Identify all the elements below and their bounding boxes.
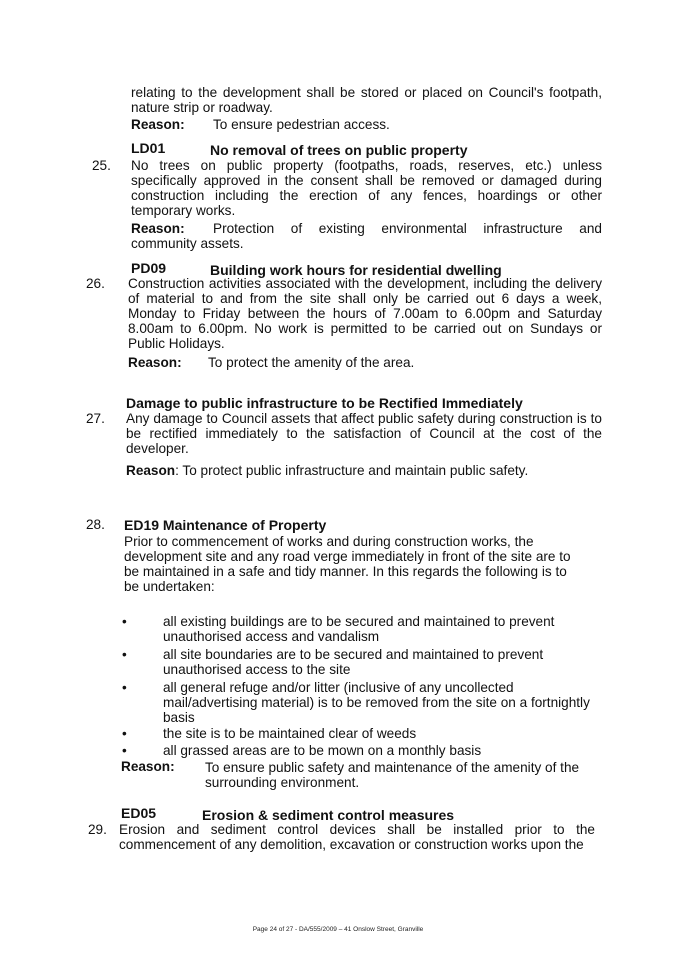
condition-text: Construction activities associated with the development, including the delivery of material to and from the site shall only be carried out 6 days a week, Monday to Friday between the hours of 7.00am to 6.00pm and Saturday 8.00am to 6.00pm. No work is permitted to be carried out on Sundays or Public Holidays. [128,276,602,351]
condition-reason [128,355,602,370]
reason-label: Reason: [131,117,185,132]
bullet-marker: • [122,647,127,662]
condition-title: Building work hours for residential dwelling [210,262,502,278]
condition-title: ED19 Maintenance of Property [124,517,327,533]
condition-number: 27. [86,411,105,426]
intro-reason [131,117,602,132]
page-footer: Page 24 of 27 - DA/555/2009 – 41 Onslow Street, Granville [252,926,424,933]
condition-code: PD09 [131,260,167,276]
bullet-item: all grassed areas are to be mown on a monthly basis [163,743,482,758]
condition-reason [131,221,602,251]
reason-text: To ensure pedestrian access. [213,117,390,132]
bullet-item: the site is to be maintained clear of weeds [163,726,417,741]
reason-text: To protect the amenity of the area. [208,355,415,370]
bullet-item: all existing buildings are to be secured and maintained to prevent unauthorised access and vandalism [163,614,555,644]
condition-number: 26. [86,276,105,291]
bullet-marker: • [122,614,127,629]
reason-label: Reason: [131,221,185,236]
condition-text: No trees on public property (footpaths, roads, reserves, etc.) unless specifically approved in the consent shall be removed or damaged during construction including the erection of any fences, hoardings or other temporary works. [131,158,602,218]
bullet-marker: • [122,680,127,695]
condition-text: Prior to commencement of works and during construction works, the development site and any road verge immediately in front of the site are to be maintained in a safe and tidy manner. In this regards the following is to be undertaken: [124,534,571,594]
bullet-marker: • [122,726,127,741]
condition-title: No removal of trees on public property [210,142,468,158]
condition-title: Damage to public infrastructure to be Rectified Immediately [126,395,523,411]
condition-code: LD01 [131,140,166,156]
condition-text: Any damage to Council assets that affect public safety during construction is to be rectified immediately to the satisfaction of Council at the cost of the developer. [126,411,602,456]
condition-number: 25. [92,158,111,173]
reason-text: : To protect public infrastructure and maintain public safety. [175,463,529,478]
reason-text: Protection of existing environmental infrastructure and community assets. [131,221,602,251]
reason-label: Reason: [121,759,175,774]
bullet-marker: • [122,743,127,758]
condition-number: 29. [88,822,107,837]
reason-label: Reason: [128,355,182,370]
bullet-item: all site boundaries are to be secured and maintained to prevent unauthorised access to the site [163,647,544,677]
condition-text: Erosion and sediment control devices shall be installed prior to the commencement of any demolition, excavation or construction works upon the [119,822,595,852]
condition-code: ED05 [121,805,157,821]
condition-title: Erosion & sediment control measures [202,807,455,823]
condition-reason [126,463,602,478]
intro-paragraph: relating to the development shall be stored or placed on Council's footpath, nature strip or roadway. [131,85,602,115]
condition-number: 28. [86,517,105,532]
reason-text: To ensure public safety and maintenance of the amenity of the surrounding environment. [205,760,580,790]
reason-label: Reason [126,463,176,478]
bullet-item: all general refuge and/or litter (inclusive of any uncollected mail/advertising material) is to be removed from the site on a fortnightly basis [163,680,590,725]
